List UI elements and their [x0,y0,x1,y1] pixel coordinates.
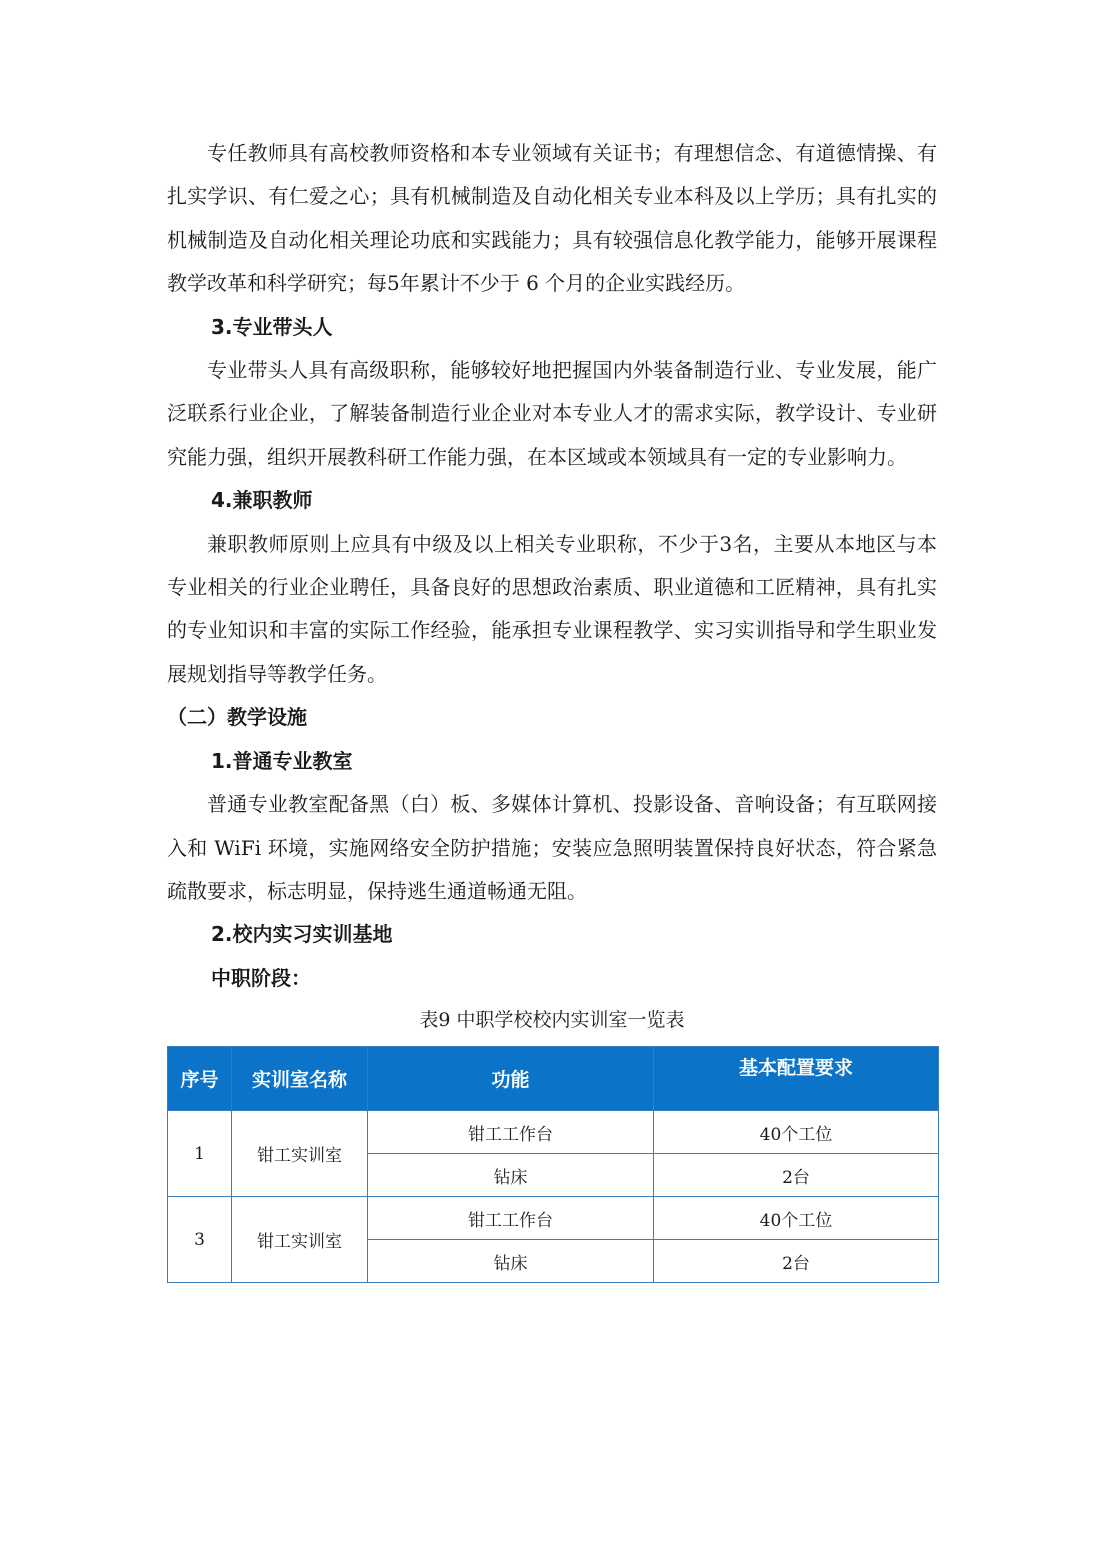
cell-config: 40个工位 [654,1197,939,1240]
paragraph-full-time-teachers: 专任教师具有高校教师资格和本专业领域有关证书；有理想信念、有道德情操、有扎实学识、有仁爱之心；具有机械制造及自动化相关专业本科及以上学历；具有扎实的机械制造及自动化相关理论功底和实践能力；具有较强信息化教学能力，能够开展课程教学改革和科学研究；每5年累计不少于 6 个月的企业实践经历。 [167,141,937,296]
paragraph-part-time-teachers: 兼职教师原则上应具有中级及以上相关专业职称，不少于3名，主要从本地区与本专业相关的行业企业聘任，具备良好的思想政治素质、职业道德和工匠精神，具有扎实的专业知识和丰富的实际工作经验，能承担专业课程教学、实习实训指导和学生职业发展规划指导等教学任务。 [167,531,937,686]
header-function: 功能 [368,1047,654,1111]
header-config: 基本配置要求 [654,1047,939,1111]
heading-training-base: 2.校内实习实训基地 [211,922,393,947]
heading-part-time-teachers: 4.兼职教师 [211,488,313,513]
heading-classroom: 1.普通专业教室 [211,748,353,773]
document-page [167,132,937,1283]
table-header-row [168,1047,939,1111]
heading-teaching-facilities: （二）教学设施 [167,705,307,730]
table-caption: 表9 中职学校校内实训室一览表 [419,1009,685,1032]
paragraph-program-leader: 专业带头人具有高级职称，能够较好地把握国内外装备制造行业、专业发展，能广泛联系行业企业，了解装备制造行业企业对本专业人才的需求实际，教学设计、专业研究能力强，组织开展教科研工作能力强，在本区域或本领域具有一定的专业影响力。 [167,358,937,469]
heading-secondary-stage: 中职阶段： [211,965,311,990]
heading-program-leader: 3.专业带头人 [211,314,333,339]
cell-number: 1 [168,1111,232,1197]
cell-number: 3 [168,1197,232,1283]
table-row [168,1197,939,1240]
cell-function: 钻床 [368,1240,654,1283]
header-room-name: 实训室名称 [232,1047,368,1111]
training-room-table [167,1046,939,1283]
cell-config: 2台 [654,1240,939,1283]
cell-room-name: 钳工实训室 [232,1111,368,1197]
cell-function: 钳工工作台 [368,1111,654,1154]
cell-config: 2台 [654,1154,939,1197]
cell-function: 钳工工作台 [368,1197,654,1240]
paragraph-classroom: 普通专业教室配备黑（白）板、多媒体计算机、投影设备、音响设备；有互联网接入和 WiFi 环境，实施网络安全防护措施；安装应急照明装置保持良好状态，符合紧急疏散要求，标志明显，保持逃生通道畅通无阻。 [167,792,937,903]
header-number: 序号 [168,1047,232,1111]
table-row [168,1111,939,1154]
cell-function: 钻床 [368,1154,654,1197]
cell-room-name: 钳工实训室 [232,1197,368,1283]
cell-config: 40个工位 [654,1111,939,1154]
